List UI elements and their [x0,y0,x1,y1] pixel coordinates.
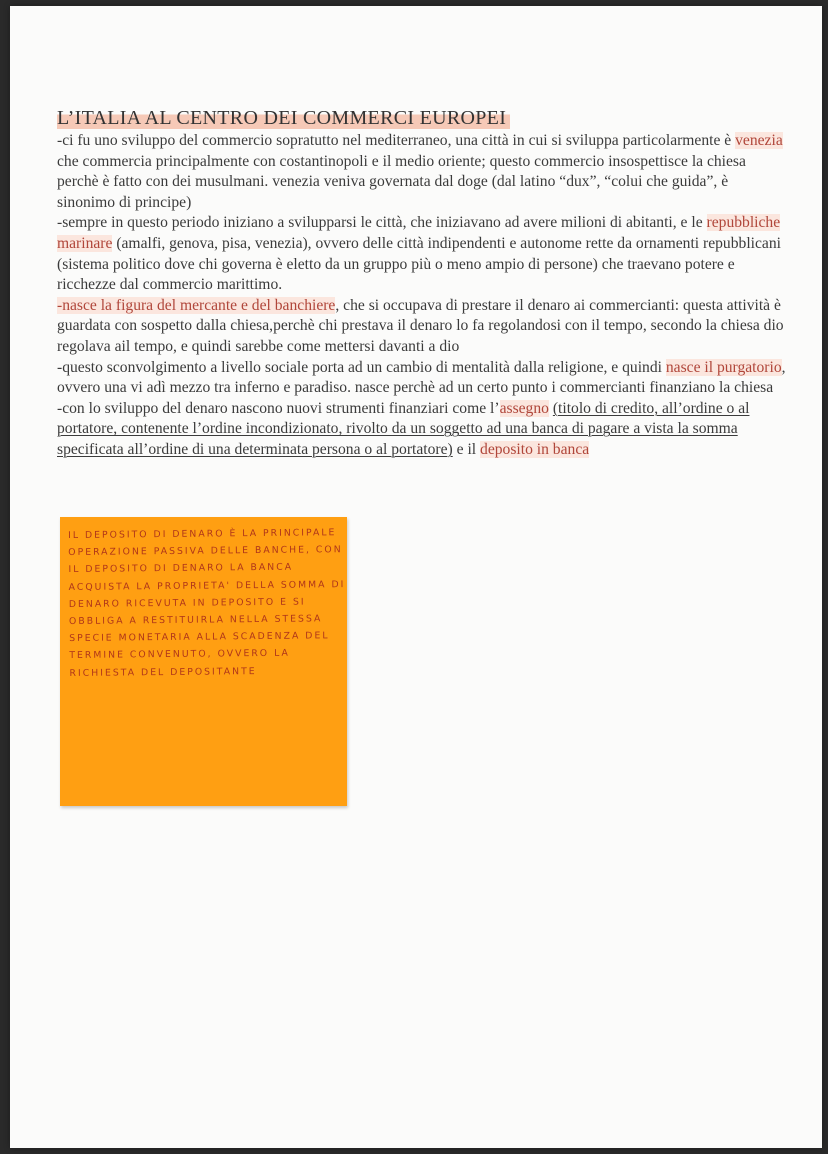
page-title: L’ITALIA AL CENTRO DEI COMMERCI EUROPEI [57,106,510,130]
text-segment: -ci fu uno sviluppo del commercio sopratutto nel mediterraneo, una città in cui si sviluppa particolarmente è [57,132,736,149]
keyword-mercante-banchiere: -nasce la figura del mercante e del banchiere [57,296,336,314]
paragraph-repubbliche [57,213,789,295]
assegno-definition: (titolo di credito, all’ordine o al portatore, contenente l’ordine incondizionato, rivolto da un soggetto ad una banca di pagare a vista la somma specificata all’ordine di una determinata persona o al portatore) [57,399,750,458]
text-segment: (amalfi, genova, pisa, venezia), ovvero delle città indipendenti e autonome rette da ornamenti repubblicani (sistema politico dove chi governa è eletto da un gruppo più o meno ampio di persone) che traevano potere e ricchezze dal commercio marittimo. [57,234,781,294]
text-segment: , ovvero una vi adì mezzo tra inferno e paradiso. nasce perchè ad un certo punto i commercianti finanziano la chiesa [57,358,786,397]
paragraph-mercante [57,296,789,358]
keyword-purgatorio: nasce il purgatorio [665,358,782,376]
document-body [57,106,789,461]
paragraph-venezia [57,131,789,213]
text-segment: , che si occupava di prestare il denaro ai commercianti: questa attività è guardata con sospetto dalla chiesa,perchè chi prestava il denaro lo fa regolandosi con il tempo, secondo la chiesa dio regolava ail tempo, e quindi sarebbe come mettersi davanti a dio [57,296,784,355]
text-segment: -sempre in questo periodo iniziano a svilupparsi le città, che iniziavano ad avere milioni di abitanti, e le [57,214,707,232]
keyword-assegno: assegno [499,399,549,417]
keyword-repubbliche-marinare: repubbliche marinare [57,214,781,252]
sticky-note-handwriting: IL DEPOSITO DI DENARO È LA PRINCIPALE OPERAZIONE PASSIVA DELLE BANCHE, CON IL DEPOSITO DI DENARO LA BANCA ACQUISTA LA PROPRIETA' DELLA SOMMA DI DENARO RICEVUTA IN DEPOSITO E SI OBBLIGA A RESTITUIRLA NELLA STESSA SPECIE MONETARIA ALLA SCADENZA DEL TERMINE CONVENUTO, OVVERO LA RICHIESTA DEL DEPOSITANTE [68,527,346,679]
paragraph-assegno [57,399,789,461]
keyword-venezia: venezia [735,132,783,149]
text-segment: e il [452,440,481,458]
text-segment: -questo sconvolgimento a livello sociale porta ad un cambio di mentalità dalla religione, e quindi [57,358,666,376]
text-segment: -con lo sviluppo del denaro nascono nuovi strumenti finanziari come l’ [57,399,500,417]
paragraph-purgatorio [57,358,789,399]
text-segment: che commercia principalmente con costantinopoli e il medio oriente; questo commercio insospettisce la chiesa perchè è fatto con dei musulmani. venezia veniva governata dal doge (dal latino “dux”, “colui che guida”, è sinonimo di principe) [57,152,746,211]
keyword-deposito-in-banca: deposito in banca [480,440,590,458]
paper-page [10,6,822,1148]
sticky-note [60,517,347,806]
